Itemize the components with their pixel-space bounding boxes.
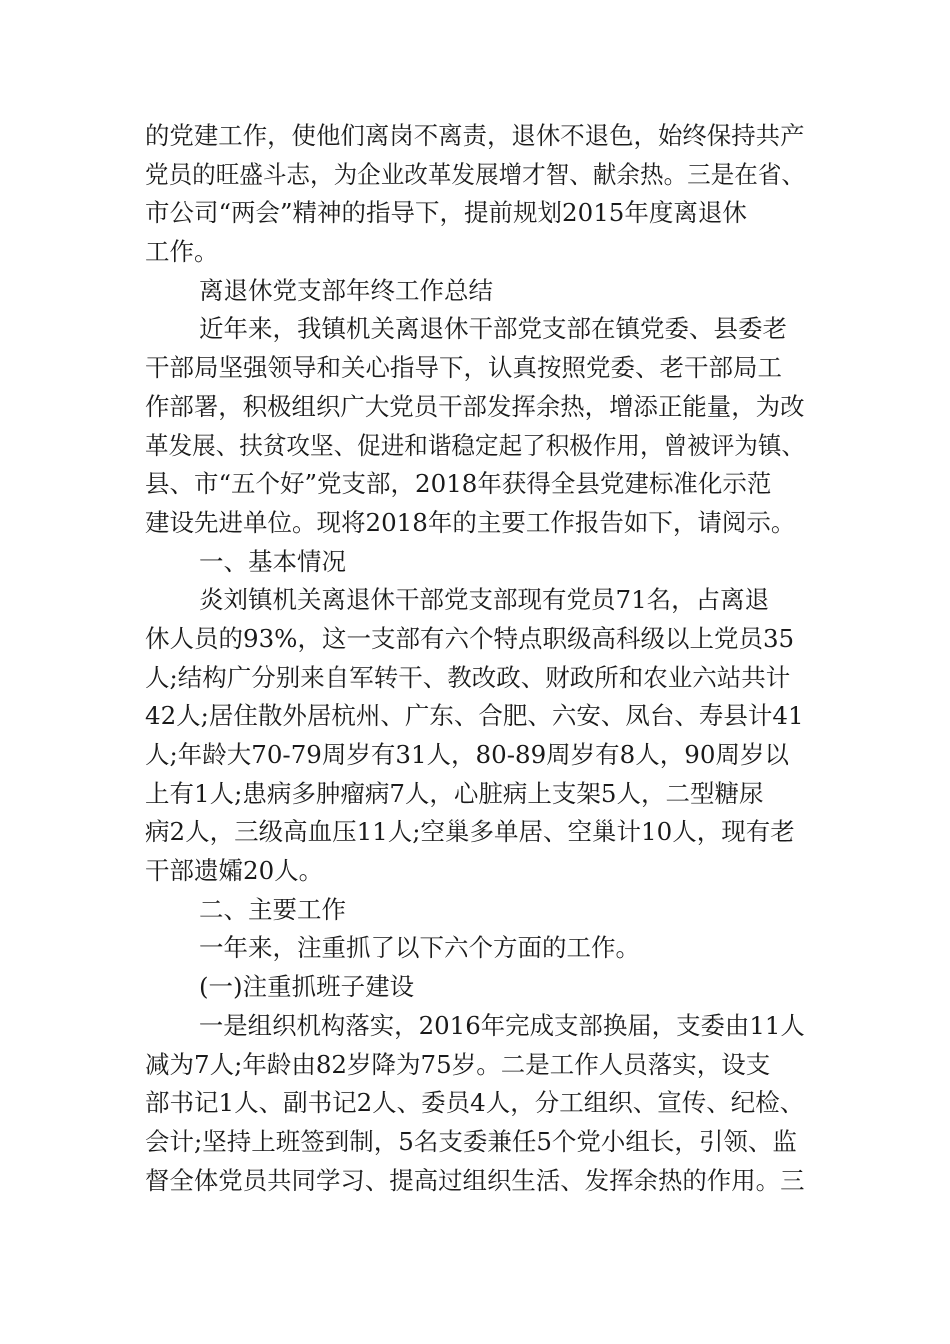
text-line: 干部遗孀20人。 bbox=[145, 856, 324, 886]
paragraph-start-line: 二、主要工作 bbox=[199, 894, 346, 924]
text-line: 督全体党员共同学习、提高过组织生活、发挥余热的作用。三 bbox=[145, 1165, 805, 1195]
text-line: 建设先进单位。现将2018年的主要工作报告如下，请阅示。 bbox=[145, 507, 796, 537]
paragraph-start-line: 一是组织机构落实，2016年完成支部换届，支委由11人 bbox=[198, 1010, 805, 1040]
document-body bbox=[145, 117, 805, 1200]
text-line: 部书记1人、副书记2人、委员4人，分工组织、宣传、纪检、 bbox=[145, 1088, 805, 1118]
paragraph-start-line: (一)注重抓班子建设 bbox=[199, 972, 415, 1002]
text-line: 干部局坚强领导和关心指导下，认真按照党委、老干部局工 bbox=[145, 353, 782, 383]
text-line: 革发展、扶贫攻坚、促进和谐稳定起了积极作用，曾被评为镇、 bbox=[145, 430, 806, 460]
paragraph-start-line: 炎刘镇机关离退休干部党支部现有党员71名，占离退 bbox=[199, 585, 770, 615]
text-line: 病2人，三级高血压11人;空巢多单居、空巢计10人，现有老 bbox=[145, 817, 795, 847]
text-line: 上有1人;患病多肿瘤病7人，心脏病上支架5人，二型糖尿 bbox=[145, 778, 764, 808]
text-line: 市公司“两会”精神的指导下，提前规划2015年度离退休 bbox=[145, 198, 747, 228]
paragraph-start-line: 一、基本情况 bbox=[199, 546, 346, 576]
text-line: 县、市“五个好”党支部，2018年获得全县党建标准化示范 bbox=[145, 469, 772, 499]
text-line: 人;年龄大70-79周岁有31人，80-89周岁有8人，90周岁以 bbox=[145, 740, 789, 769]
text-line: 休人员的93%，这一支部有六个特点职级高科级以上党员35 bbox=[145, 623, 795, 653]
text-line: 人;结构广分别来自军转干、教改政、财政所和农业六站共计 bbox=[145, 662, 791, 692]
paragraph-start-line: 离退休党支部年终工作总结 bbox=[199, 275, 493, 305]
text-line: 党员的旺盛斗志，为企业改革发展增才智、献余热。三是在省、 bbox=[145, 159, 806, 189]
paragraph-start-line: 一年来，注重抓了以下六个方面的工作。 bbox=[199, 933, 640, 963]
paragraph-start-line: 近年来，我镇机关离退休干部党支部在镇党委、县委老 bbox=[199, 314, 787, 344]
text-line: 会计;坚持上班签到制，5名支委兼任5个党小组长，引领、监 bbox=[145, 1126, 797, 1156]
text-line: 作部署，积极组织广大党员干部发挥余热，增添正能量，为改 bbox=[145, 391, 805, 421]
text-line: 减为7人;年龄由82岁降为75岁。二是工作人员落实，设支 bbox=[145, 1049, 771, 1079]
text-line: 42人;居住散外居杭州、广东、合肥、六安、凤台、寿县计41 bbox=[145, 701, 804, 731]
text-line: 的党建工作，使他们离岗不离责，退休不退色，始终保持共产 bbox=[145, 121, 805, 150]
text-line: 工作。 bbox=[145, 237, 219, 267]
